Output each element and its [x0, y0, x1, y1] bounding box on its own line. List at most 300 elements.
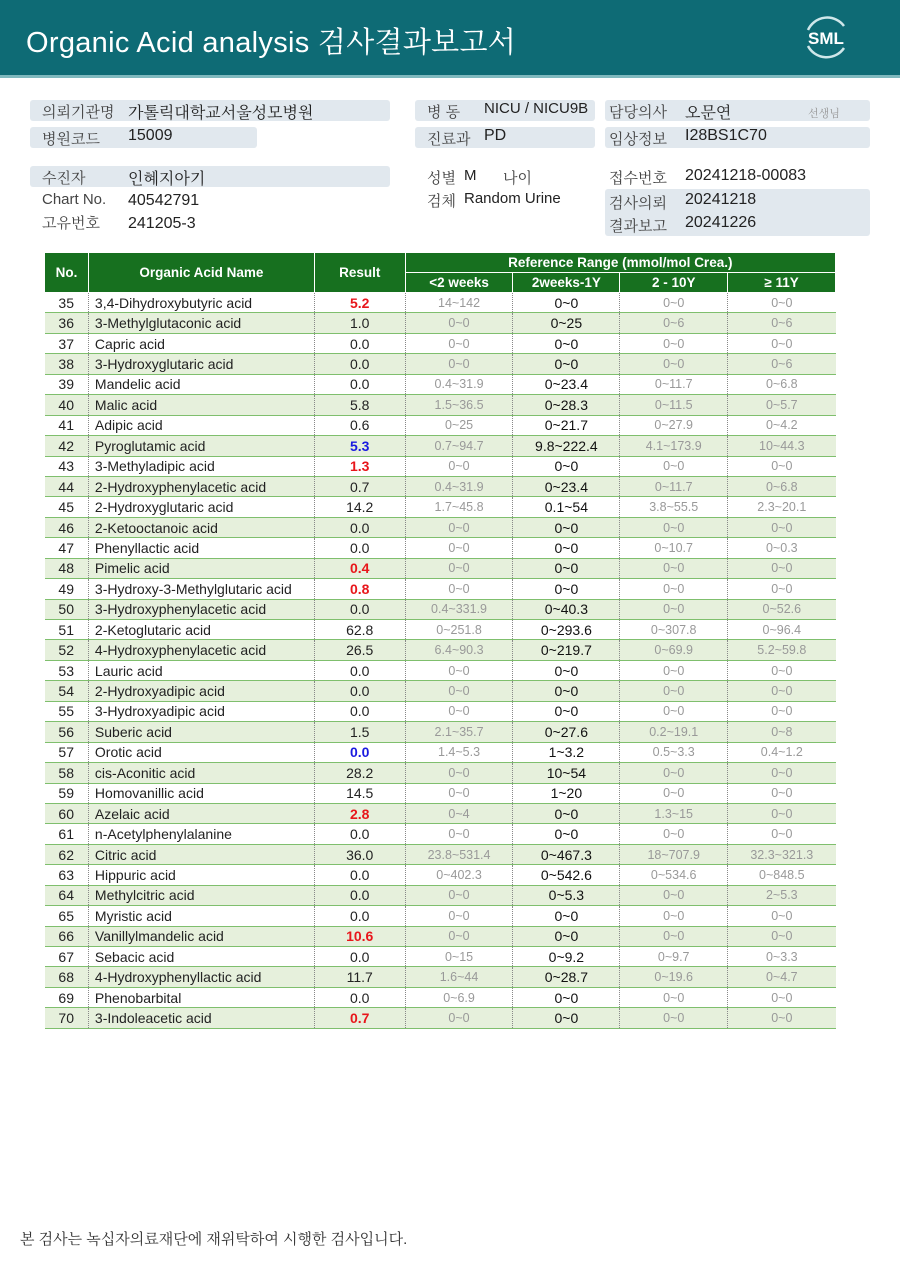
ref-11y: 0~0 [728, 824, 836, 844]
result: 5.8 [314, 395, 405, 415]
ref-11y: 0~4.7 [728, 967, 836, 987]
table-row [45, 824, 836, 844]
table-row [45, 538, 836, 558]
ref-11y: 0~0 [728, 783, 836, 803]
ref-2w-1y: 0~0 [513, 824, 620, 844]
ref-2-10y: 0~534.6 [620, 865, 728, 885]
ref-2-10y: 0~0 [620, 599, 728, 619]
ref-under-2w: 0~0 [405, 681, 513, 701]
ref-under-2w: 1.5~36.5 [405, 395, 513, 415]
ref-2w-1y: 0~0 [513, 456, 620, 476]
age-label: 나이 [503, 170, 532, 187]
row-no: 59 [45, 783, 89, 803]
table-row [45, 620, 836, 640]
ref-2-10y: 0~0 [620, 456, 728, 476]
row-no: 50 [45, 599, 89, 619]
ref-2w-1y: 0~0 [513, 293, 620, 313]
ref-2w-1y: 0~0 [513, 517, 620, 537]
patient-label: 수진자 [42, 170, 86, 187]
ref-2w-1y: 0~0 [513, 579, 620, 599]
acid-name: Myristic acid [88, 906, 314, 926]
ref-under-2w: 23.8~531.4 [405, 844, 513, 864]
result: 14.2 [314, 497, 405, 517]
ref-under-2w: 0~0 [405, 926, 513, 946]
request-value: 20241218 [685, 191, 757, 208]
ref-under-2w: 0~0 [405, 763, 513, 783]
ref-2-10y: 0~0 [620, 293, 728, 313]
table-row [45, 354, 836, 374]
acid-name: 2-Hydroxyphenylacetic acid [88, 476, 314, 496]
header-bar [0, 0, 900, 78]
ref-2-10y: 1.3~15 [620, 803, 728, 823]
ref-2w-1y: 0~27.6 [513, 722, 620, 742]
ref-2-10y: 0~0 [620, 926, 728, 946]
result: 11.7 [314, 967, 405, 987]
ref-under-2w: 14~142 [405, 293, 513, 313]
acid-name: 3-Methyladipic acid [88, 456, 314, 476]
row-no: 56 [45, 722, 89, 742]
acid-name: Phenyllactic acid [88, 538, 314, 558]
ref-under-2w: 0~0 [405, 1008, 513, 1028]
col-no: No. [45, 253, 89, 293]
ref-2-10y: 0~0 [620, 579, 728, 599]
clinical-value: I28BS1C70 [685, 127, 767, 144]
ref-2w-1y: 0.1~54 [513, 497, 620, 517]
ref-11y: 0~0 [728, 681, 836, 701]
row-no: 45 [45, 497, 89, 517]
ref-11y: 0~0 [728, 293, 836, 313]
row-no: 57 [45, 742, 89, 762]
sex-label: 성별 [427, 170, 456, 187]
ref-under-2w: 0~251.8 [405, 620, 513, 640]
ref-under-2w: 0~0 [405, 517, 513, 537]
ref-2w-1y: 0~0 [513, 701, 620, 721]
dept-value: PD [484, 127, 507, 144]
ref-2-10y: 0~6 [620, 313, 728, 333]
result: 0.0 [314, 333, 405, 353]
row-no: 37 [45, 333, 89, 353]
ref-under-2w: 0~4 [405, 803, 513, 823]
chart-value: 40542791 [128, 192, 200, 209]
row-no: 51 [45, 620, 89, 640]
table-row [45, 660, 836, 680]
result: 0.0 [314, 701, 405, 721]
ref-under-2w: 1.4~5.3 [405, 742, 513, 762]
result: 1.3 [314, 456, 405, 476]
request-label: 검사의뢰 [609, 195, 667, 212]
result: 0.0 [314, 906, 405, 926]
result: 14.5 [314, 783, 405, 803]
acid-name: Suberic acid [88, 722, 314, 742]
ref-2w-1y: 0~542.6 [513, 865, 620, 885]
row-no: 47 [45, 538, 89, 558]
ref-2w-1y: 0~293.6 [513, 620, 620, 640]
ref-2-10y: 0~0 [620, 987, 728, 1007]
ref-under-2w: 0~0 [405, 313, 513, 333]
ref-2-10y: 0~10.7 [620, 538, 728, 558]
row-no: 36 [45, 313, 89, 333]
ref-11y: 0~0 [728, 558, 836, 578]
ref-2w-1y: 0~0 [513, 906, 620, 926]
ref-11y: 0~0 [728, 333, 836, 353]
ref-under-2w: 0.4~31.9 [405, 476, 513, 496]
result: 62.8 [314, 620, 405, 640]
row-no: 52 [45, 640, 89, 660]
row-no: 40 [45, 395, 89, 415]
row-no: 70 [45, 1008, 89, 1028]
ref-11y: 0~0 [728, 517, 836, 537]
sex-value: M [464, 167, 477, 184]
ref-under-2w: 0~402.3 [405, 865, 513, 885]
acid-name: Sebacic acid [88, 947, 314, 967]
ref-2w-1y: 0~0 [513, 538, 620, 558]
col-ref-11y: ≥ 11Y [728, 273, 836, 293]
ref-11y: 0~0 [728, 926, 836, 946]
ref-under-2w: 0~0 [405, 456, 513, 476]
row-no: 58 [45, 763, 89, 783]
table-row [45, 865, 836, 885]
ref-under-2w: 0.4~31.9 [405, 374, 513, 394]
table-row [45, 763, 836, 783]
ref-2w-1y: 0~0 [513, 1008, 620, 1028]
dept-label: 진료과 [427, 131, 471, 148]
sml-logo-icon [800, 12, 852, 64]
ref-11y: 0~5.7 [728, 395, 836, 415]
row-no: 64 [45, 885, 89, 905]
ref-11y: 0~0 [728, 660, 836, 680]
table-row [45, 701, 836, 721]
result: 1.0 [314, 313, 405, 333]
ref-under-2w: 0~25 [405, 415, 513, 435]
specimen-value: Random Urine [464, 190, 561, 207]
table-row [45, 579, 836, 599]
ref-2w-1y: 0~0 [513, 681, 620, 701]
row-no: 41 [45, 415, 89, 435]
table-row [45, 333, 836, 353]
receipt-label: 접수번호 [609, 170, 667, 187]
table-row [45, 681, 836, 701]
ref-11y: 0.4~1.2 [728, 742, 836, 762]
ref-under-2w: 0~0 [405, 538, 513, 558]
ref-2-10y: 0~0 [620, 783, 728, 803]
ref-11y: 0~0 [728, 1008, 836, 1028]
result: 0.0 [314, 374, 405, 394]
row-no: 66 [45, 926, 89, 946]
ref-2w-1y: 0~0 [513, 354, 620, 374]
result: 0.7 [314, 476, 405, 496]
ref-2-10y: 0~0 [620, 824, 728, 844]
ref-under-2w: 0~0 [405, 701, 513, 721]
ref-2-10y: 0~0 [620, 681, 728, 701]
acid-name: Citric acid [88, 844, 314, 864]
ward-value: NICU / NICU9B [484, 100, 589, 117]
ref-2-10y: 0~9.7 [620, 947, 728, 967]
ref-2-10y: 0~11.5 [620, 395, 728, 415]
ref-2w-1y: 1~3.2 [513, 742, 620, 762]
patient-value: 인혜지아기 [128, 171, 206, 188]
ref-2w-1y: 0~219.7 [513, 640, 620, 660]
ref-under-2w: 0~0 [405, 660, 513, 680]
ref-2w-1y: 0~9.2 [513, 947, 620, 967]
ref-2w-1y: 0~40.3 [513, 599, 620, 619]
svg-text:SML: SML [808, 29, 844, 48]
result: 1.5 [314, 722, 405, 742]
report-value: 20241226 [685, 214, 757, 231]
ref-under-2w: 6.4~90.3 [405, 640, 513, 660]
table-row [45, 374, 836, 394]
ref-11y: 0~52.6 [728, 599, 836, 619]
ref-2-10y: 0~0 [620, 517, 728, 537]
ref-11y: 2.3~20.1 [728, 497, 836, 517]
table-row [45, 803, 836, 823]
result: 0.4 [314, 558, 405, 578]
acid-name: 3-Methylglutaconic acid [88, 313, 314, 333]
ref-under-2w: 1.6~44 [405, 967, 513, 987]
acid-name: Methylcitric acid [88, 885, 314, 905]
ref-2w-1y: 0~5.3 [513, 885, 620, 905]
ref-11y: 0~6 [728, 313, 836, 333]
table-row [45, 885, 836, 905]
row-no: 65 [45, 906, 89, 926]
acid-name: Homovanillic acid [88, 783, 314, 803]
result: 0.0 [314, 742, 405, 762]
ref-2w-1y: 9.8~222.4 [513, 436, 620, 456]
table-row [45, 558, 836, 578]
acid-name: Orotic acid [88, 742, 314, 762]
result: 0.0 [314, 538, 405, 558]
acid-name: Adipic acid [88, 415, 314, 435]
ref-11y: 0~0 [728, 987, 836, 1007]
row-no: 42 [45, 436, 89, 456]
row-no: 35 [45, 293, 89, 313]
col-result: Result [314, 253, 405, 293]
footer-note: 본 검사는 녹십자의료재단에 재위탁하여 시행한 검사입니다. [20, 1231, 408, 1248]
ref-11y: 5.2~59.8 [728, 640, 836, 660]
ref-11y: 0~0 [728, 803, 836, 823]
table-row [45, 313, 836, 333]
result: 0.6 [314, 415, 405, 435]
acid-name: Hippuric acid [88, 865, 314, 885]
result: 0.0 [314, 947, 405, 967]
ref-2w-1y: 0~0 [513, 333, 620, 353]
ref-under-2w: 0.4~331.9 [405, 599, 513, 619]
ref-11y: 0~8 [728, 722, 836, 742]
ref-11y: 0~3.3 [728, 947, 836, 967]
clinical-label: 임상정보 [609, 131, 667, 148]
table-row [45, 783, 836, 803]
table-row [45, 987, 836, 1007]
row-no: 60 [45, 803, 89, 823]
acid-name: 2-Ketoglutaric acid [88, 620, 314, 640]
acid-name: Capric acid [88, 333, 314, 353]
result: 0.0 [314, 824, 405, 844]
result: 10.6 [314, 926, 405, 946]
table-row [45, 742, 836, 762]
ref-2w-1y: 0~23.4 [513, 476, 620, 496]
code-value: 15009 [128, 127, 173, 144]
ref-under-2w: 0~0 [405, 558, 513, 578]
ref-2-10y: 0~0 [620, 660, 728, 680]
acid-name: Pimelic acid [88, 558, 314, 578]
table-row [45, 497, 836, 517]
acid-name: 2-Ketooctanoic acid [88, 517, 314, 537]
ref-2-10y: 0~0 [620, 763, 728, 783]
table-row [45, 456, 836, 476]
acid-name: Azelaic acid [88, 803, 314, 823]
acid-name: 3-Hydroxyphenylacetic acid [88, 599, 314, 619]
ref-2-10y: 18~707.9 [620, 844, 728, 864]
ref-2-10y: 0~0 [620, 906, 728, 926]
ref-under-2w: 0~0 [405, 579, 513, 599]
result: 36.0 [314, 844, 405, 864]
ward-label: 병 동 [427, 104, 461, 121]
ref-2-10y: 0~11.7 [620, 374, 728, 394]
ref-11y: 2~5.3 [728, 885, 836, 905]
results-table [44, 252, 836, 1029]
table-row [45, 947, 836, 967]
result: 0.0 [314, 354, 405, 374]
uid-value: 241205-3 [128, 215, 196, 232]
acid-name: Lauric acid [88, 660, 314, 680]
ref-under-2w: 0~0 [405, 333, 513, 353]
report-label: 결과보고 [609, 218, 667, 235]
ref-2-10y: 3.8~55.5 [620, 497, 728, 517]
ref-under-2w: 0~0 [405, 885, 513, 905]
ref-under-2w: 0.7~94.7 [405, 436, 513, 456]
ref-2w-1y: 1~20 [513, 783, 620, 803]
ref-11y: 32.3~321.3 [728, 844, 836, 864]
ref-2w-1y: 0~467.3 [513, 844, 620, 864]
table-row [45, 293, 836, 313]
acid-name: Malic acid [88, 395, 314, 415]
ref-2w-1y: 0~28.7 [513, 967, 620, 987]
hospital-label: 의뢰기관명 [42, 104, 115, 121]
row-no: 39 [45, 374, 89, 394]
acid-name: n-Acetylphenylalanine [88, 824, 314, 844]
row-no: 43 [45, 456, 89, 476]
row-no: 68 [45, 967, 89, 987]
ref-2w-1y: 0~28.3 [513, 395, 620, 415]
ref-2-10y: 0~0 [620, 1008, 728, 1028]
ref-2-10y: 0~0 [620, 701, 728, 721]
doctor-suffix: 선생님 [808, 108, 840, 120]
doctor-label: 담당의사 [609, 104, 667, 121]
hospital-value: 가톨릭대학교서울성모병원 [128, 105, 314, 122]
acid-name: Phenobarbital [88, 987, 314, 1007]
ref-2-10y: 0~27.9 [620, 415, 728, 435]
acid-name: 3-Hydroxyadipic acid [88, 701, 314, 721]
acid-name: 3,4-Dihydroxybutyric acid [88, 293, 314, 313]
ref-under-2w: 1.7~45.8 [405, 497, 513, 517]
ref-11y: 0~96.4 [728, 620, 836, 640]
ref-2-10y: 0.5~3.3 [620, 742, 728, 762]
ref-2-10y: 0.2~19.1 [620, 722, 728, 742]
table-row [45, 1008, 836, 1028]
result: 0.0 [314, 987, 405, 1007]
table-row [45, 844, 836, 864]
col-ref-2w-1y: 2weeks-1Y [513, 273, 620, 293]
ref-11y: 0~0 [728, 763, 836, 783]
acid-name: 3-Hydroxy-3-Methylglutaric acid [88, 579, 314, 599]
ref-under-2w: 0~0 [405, 783, 513, 803]
ref-under-2w: 0~0 [405, 906, 513, 926]
result: 5.3 [314, 436, 405, 456]
table-row [45, 415, 836, 435]
row-no: 49 [45, 579, 89, 599]
ref-2w-1y: 0~21.7 [513, 415, 620, 435]
result: 0.8 [314, 579, 405, 599]
chart-label: Chart No. [42, 191, 107, 208]
ref-2w-1y: 0~25 [513, 313, 620, 333]
ref-2w-1y: 0~0 [513, 660, 620, 680]
ref-2w-1y: 0~0 [513, 987, 620, 1007]
col-ref-2-10y: 2 - 10Y [620, 273, 728, 293]
ref-11y: 0~0 [728, 456, 836, 476]
acid-name: 4-Hydroxyphenylacetic acid [88, 640, 314, 660]
ref-11y: 0~0 [728, 701, 836, 721]
result: 0.0 [314, 885, 405, 905]
ref-2-10y: 4.1~173.9 [620, 436, 728, 456]
ref-11y: 0~6.8 [728, 476, 836, 496]
result: 0.0 [314, 517, 405, 537]
ref-2w-1y: 0~23.4 [513, 374, 620, 394]
row-no: 61 [45, 824, 89, 844]
ref-11y: 10~44.3 [728, 436, 836, 456]
row-no: 55 [45, 701, 89, 721]
table-row [45, 926, 836, 946]
table-row [45, 517, 836, 537]
acid-name: Mandelic acid [88, 374, 314, 394]
table-row [45, 967, 836, 987]
ref-11y: 0~6.8 [728, 374, 836, 394]
result: 0.7 [314, 1008, 405, 1028]
ref-11y: 0~0.3 [728, 538, 836, 558]
col-ref-under-2w: <2 weeks [405, 273, 513, 293]
acid-name: 2-Hydroxyglutaric acid [88, 497, 314, 517]
ref-under-2w: 2.1~35.7 [405, 722, 513, 742]
ref-2-10y: 0~69.9 [620, 640, 728, 660]
table-row [45, 640, 836, 660]
ref-11y: 0~848.5 [728, 865, 836, 885]
ref-11y: 0~4.2 [728, 415, 836, 435]
ref-2w-1y: 0~0 [513, 803, 620, 823]
col-name: Organic Acid Name [88, 253, 314, 293]
col-reference: Reference Range (mmol/mol Crea.) [405, 253, 835, 273]
row-no: 53 [45, 660, 89, 680]
row-no: 63 [45, 865, 89, 885]
page-title: Organic Acid analysis 검사결과보고서 [26, 27, 517, 59]
row-no: 67 [45, 947, 89, 967]
ref-11y: 0~0 [728, 579, 836, 599]
code-label: 병원코드 [42, 131, 100, 148]
acid-name: Vanillylmandelic acid [88, 926, 314, 946]
result: 0.0 [314, 681, 405, 701]
ref-under-2w: 0~6.9 [405, 987, 513, 1007]
ref-2w-1y: 10~54 [513, 763, 620, 783]
acid-name: Pyroglutamic acid [88, 436, 314, 456]
acid-name: 3-Hydroxyglutaric acid [88, 354, 314, 374]
ref-11y: 0~0 [728, 906, 836, 926]
row-no: 38 [45, 354, 89, 374]
ref-under-2w: 0~15 [405, 947, 513, 967]
acid-name: 2-Hydroxyadipic acid [88, 681, 314, 701]
table-row [45, 436, 836, 456]
result: 2.8 [314, 803, 405, 823]
acid-name: 4-Hydroxyphenyllactic acid [88, 967, 314, 987]
ref-2-10y: 0~307.8 [620, 620, 728, 640]
ref-2-10y: 0~0 [620, 885, 728, 905]
row-no: 46 [45, 517, 89, 537]
